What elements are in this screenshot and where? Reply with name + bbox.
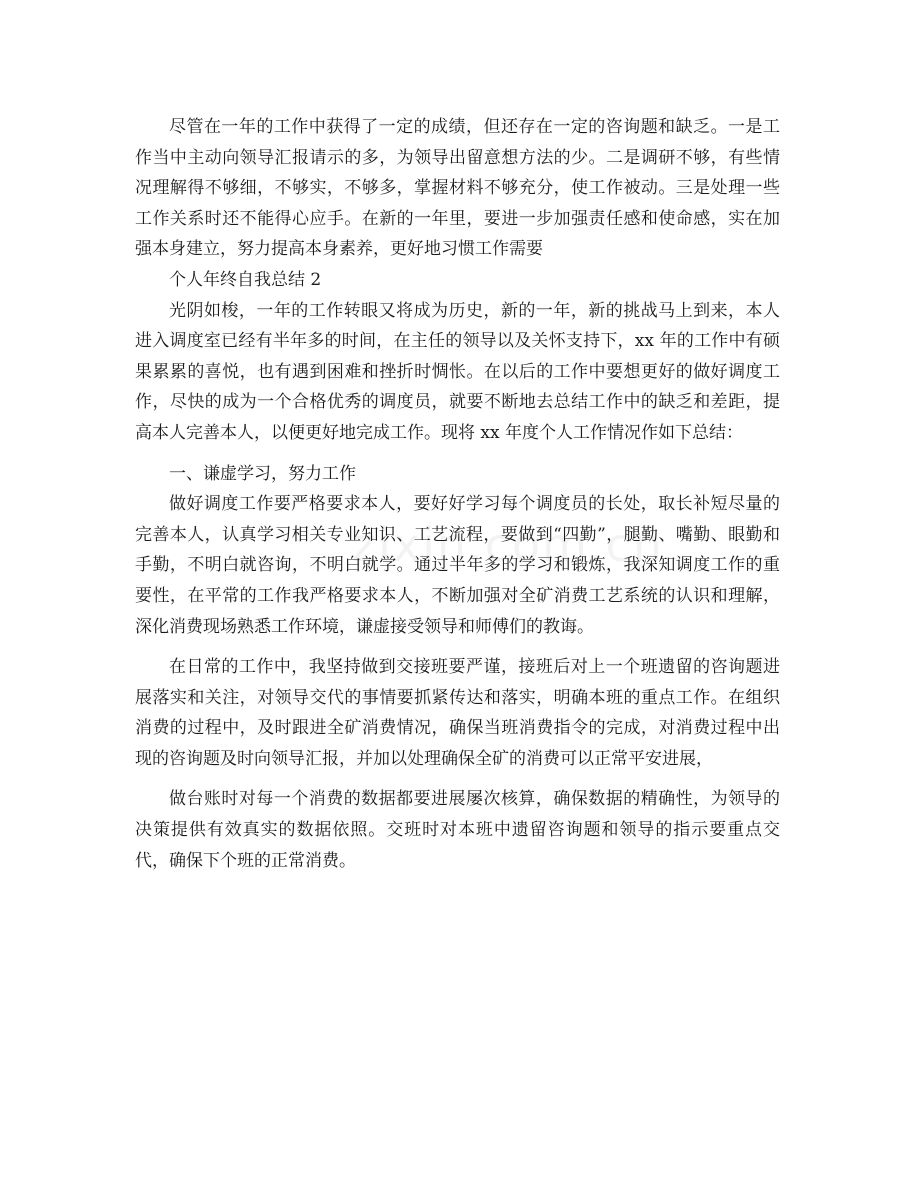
paragraph-introduction: 光阴如梭，一年的工作转眼又将成为历史，新的一年，新的挑战马上到来，本人进入调度室已经有半年多的时间，在主任的领导以及关怀支持下，xx 年的工作中有硕果累累的喜悦，也有遇到困难和挫折时惆怅。在以后的工作中要想更好的做好调度工作，尽快的成为一个合格优秀的调度员，就要不断地去总结工作中的缺乏和差距，提高本人完善本人，以便更好地完成工作。现将 xx 年度个人工作情况作如下总结：: [135, 300, 780, 443]
section-heading-summary-2: 个人年终自我总结 2: [169, 269, 322, 290]
paragraph-ledger: 做台账时对每一个消费的数据都要进展屡次核算，确保数据的精确性，为领导的决策提供有效真实的数据依照。交班时对本班中遗留咨询题和领导的指示要重点交代，确保下个班的正常消费。: [135, 789, 780, 871]
paragraph-study: 做好调度工作要严格要求本人，要好好学习每个调度员的长处，取长补短尽量的完善本人，认真学习相关专业知识、工艺流程，要做到“四勤”，腿勤、嘴勤、眼勤和手勤，不明白就咨询，不明白就学。通过半年多的学习和锻炼，我深知调度工作的重要性，在平常的工作我严格要求本人，不断加强对全矿消费工艺系统的认识和理解，深化消费现场熟悉工作环境，谦虚接受领导和师傅们的教诲。: [135, 494, 780, 637]
paragraph-daily-work: 在日常的工作中，我坚持做到交接班要严谨，接班后对上一个班遗留的咨询题进展落实和关注，对领导交代的事情要抓紧传达和落实，明确本班的重点工作。在组织消费的过程中，及时跟进全矿消费情况，确保当班消费指令的完成，对消费过程中出现的咨询题及时向领导汇报，并加以处理确保全矿的消费可以正常平安进展，: [135, 657, 780, 769]
section-heading-study: 一、谦虚学习，努力工作: [169, 463, 356, 484]
document-body: [135, 112, 780, 876]
paragraph-shortcomings: 尽管在一年的工作中获得了一定的成绩，但还存在一定的咨询题和缺乏。一是工作当中主动向领导汇报请示的多，为领导出留意想方法的少。二是调研不够，有些情况理解得不够细，不够实，不够多，掌握材料不够充分，使工作被动。三是处理一些工作关系时还不能得心应手。在新的一年里，要进一步加强责任感和使命感，实在加强本身建立，努力提高本身素养，更好地习惯工作需要: [135, 117, 780, 260]
